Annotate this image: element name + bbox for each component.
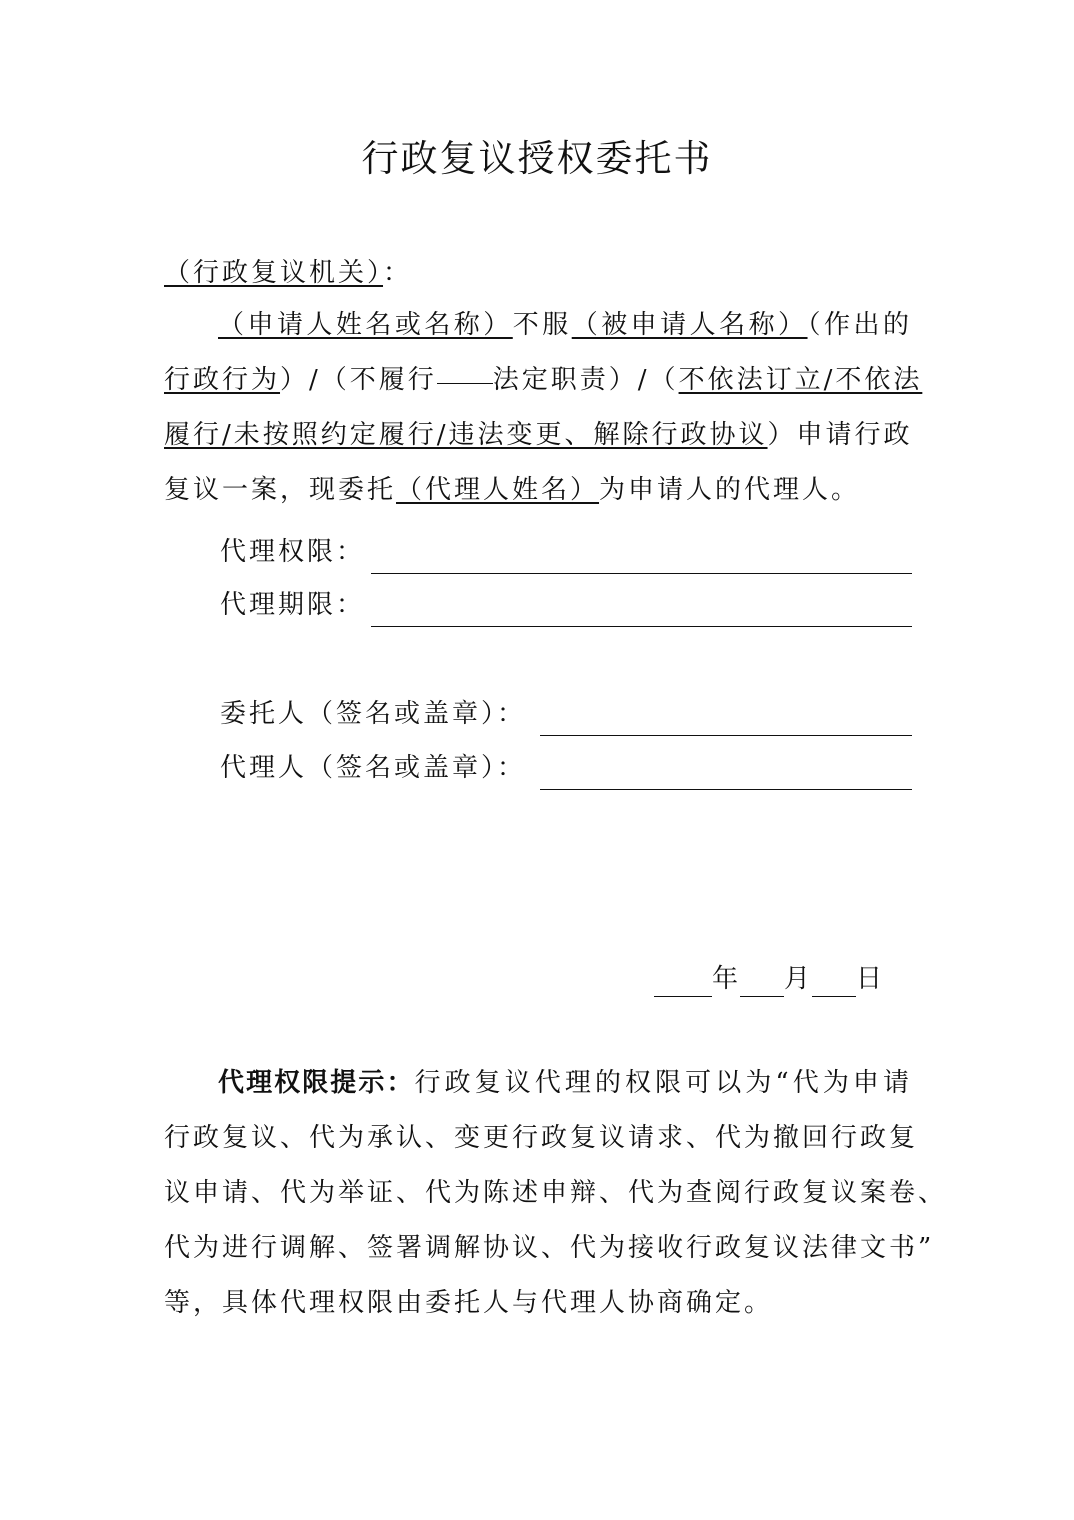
made-text: （作出的 (807, 310, 912, 340)
note-line-5: 等，具体代理权限由委托人与代理人协商确定。 (164, 1288, 774, 1318)
month-label: 月 (784, 964, 813, 994)
review-authority-placeholder: （行政复议机关） (164, 258, 384, 288)
duty-blank (437, 382, 493, 384)
term-input-line[interactable] (371, 625, 912, 627)
principal-signature-label: 委托人（签名或盖章）： (220, 699, 527, 729)
authority-note (164, 1056, 948, 1331)
administrative-act-placeholder: 行政行为 (164, 365, 281, 395)
note-text-1: 行政复议代理的权限可以为“代为申请 (414, 1068, 912, 1098)
year-blank[interactable] (654, 995, 712, 997)
note-line-2: 行政复议、代为承认、变更行政复议请求、代为撤回行政复 (164, 1123, 919, 1153)
term-field (220, 571, 912, 627)
term-label: 代理期限： (220, 590, 366, 620)
principal-signature-field (220, 680, 912, 736)
apply-review-text: ）申请行政 (767, 420, 913, 450)
note-line-1 (164, 1056, 912, 1111)
separator-text: ）/（ (608, 365, 679, 395)
authority-field (220, 518, 912, 574)
authorization-statement (164, 298, 923, 518)
statutory-duty-text: 法定职责 (492, 365, 609, 395)
entrust-text: 复议一案，现委托 (164, 475, 397, 505)
not-perform-text: ）/（不履行 (280, 365, 437, 395)
statement-line-1 (164, 298, 912, 353)
applicant-name-placeholder: （申请人姓名或名称） (218, 310, 513, 340)
day-blank[interactable] (812, 995, 856, 997)
agent-name-placeholder: （代理人姓名） (396, 475, 600, 505)
date-line (654, 951, 884, 1001)
month-blank[interactable] (740, 995, 784, 997)
addressee-line (164, 249, 912, 297)
not-accept-text: 不服 (512, 310, 572, 340)
note-line-3: 议申请、代为举证、代为陈述申辩、代为查阅行政复议案卷、 (164, 1178, 948, 1208)
year-label: 年 (712, 964, 741, 994)
agent-signature-field (220, 734, 912, 790)
statement-line-4 (164, 463, 912, 518)
agreement-options-a: 不依法订立/不依法 (678, 365, 923, 395)
statement-line-3 (164, 408, 912, 463)
document-title: 行政复议授权委托书 (361, 137, 713, 180)
statement-line-2 (164, 353, 923, 408)
day-label: 日 (856, 964, 885, 994)
agreement-options-b: 履行/未按照约定履行/违法变更、解除行政协议 (164, 420, 768, 450)
authority-label: 代理权限： (220, 537, 366, 567)
agent-signature-line[interactable] (540, 788, 912, 790)
agent-signature-label: 代理人（签名或盖章）： (220, 753, 527, 783)
note-line-4: 代为进行调解、签署调解协议、代为接收行政复议法律文书” (164, 1233, 935, 1263)
respondent-name-placeholder: （被申请人名称） (571, 310, 808, 340)
addressee-colon: ： (383, 258, 413, 288)
note-heading: 代理权限提示： (218, 1068, 415, 1098)
as-agent-text: 为申请人的代理人。 (599, 475, 861, 505)
